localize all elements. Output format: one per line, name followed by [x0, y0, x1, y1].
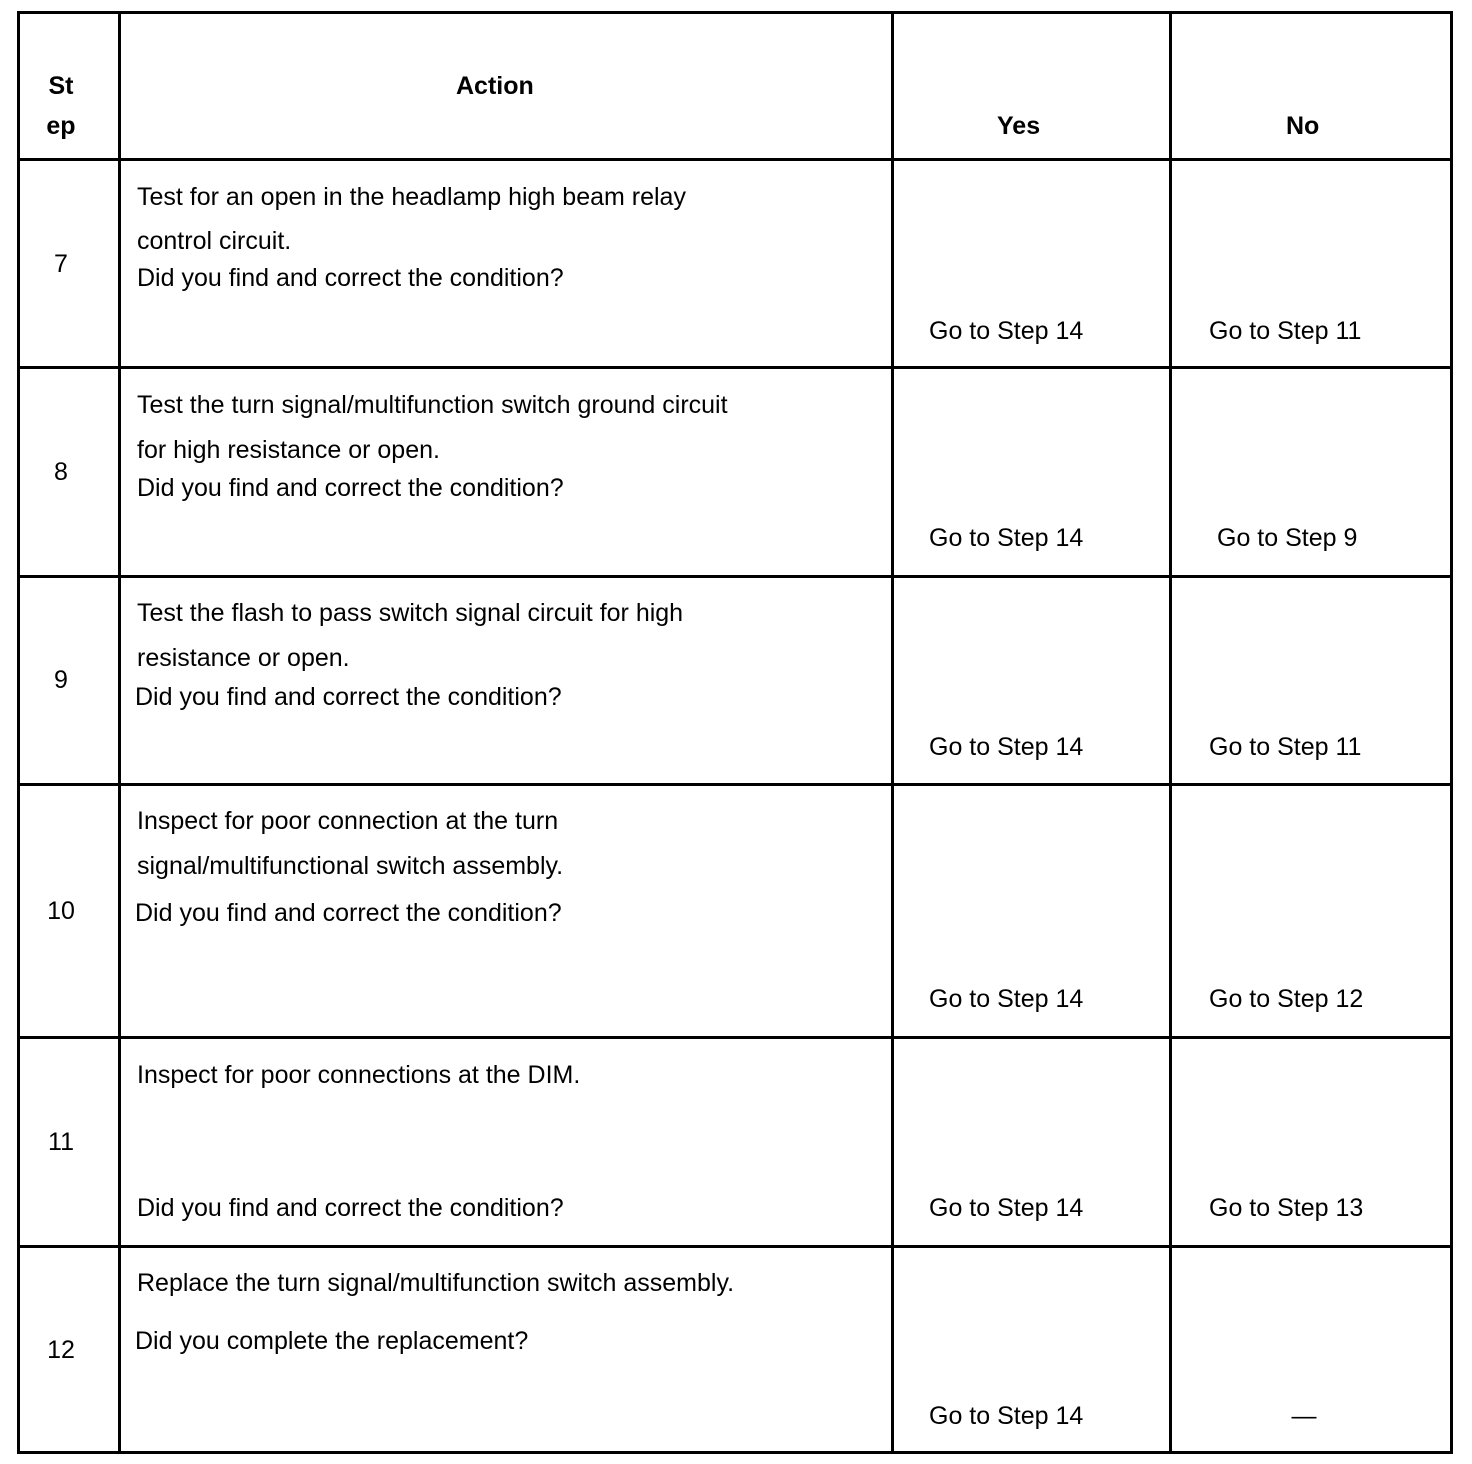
header-action: Action	[456, 72, 534, 100]
step-number: 12	[47, 1336, 75, 1364]
no-result: Go to Step 12	[1209, 985, 1364, 1013]
action-text: Did you find and correct the condition?	[135, 899, 562, 927]
header-step-line2: ep	[46, 112, 76, 140]
action-text: Replace the turn signal/multifunction switch assembly.	[137, 1269, 735, 1297]
no-result: Go to Step 11	[1209, 733, 1362, 761]
action-text: Test the turn signal/multifunction switch ground circuit	[137, 391, 728, 419]
no-result: —	[1291, 1402, 1317, 1430]
action-text: Inspect for poor connection at the turn	[137, 807, 559, 835]
yes-result: Go to Step 14	[929, 317, 1084, 345]
yes-result: Go to Step 14	[929, 985, 1084, 1013]
row-divider	[20, 366, 1450, 369]
column-divider	[891, 14, 894, 1451]
action-text: Did you find and correct the condition?	[137, 1194, 564, 1222]
column-divider	[118, 14, 121, 1451]
yes-result: Go to Step 14	[929, 524, 1084, 552]
action-text: Inspect for poor connections at the DIM.	[137, 1061, 581, 1089]
action-text: Test for an open in the headlamp high beam relay	[137, 183, 686, 211]
action-text: Did you complete the replacement?	[135, 1327, 529, 1355]
yes-result: Go to Step 14	[929, 1402, 1084, 1430]
row-divider	[20, 575, 1450, 578]
header-yes: Yes	[997, 112, 1041, 140]
action-text: for high resistance or open.	[137, 436, 440, 464]
row-divider	[20, 1036, 1450, 1039]
row-divider	[20, 158, 1450, 161]
header-no: No	[1286, 112, 1320, 140]
no-result: Go to Step 11	[1209, 317, 1362, 345]
step-number: 8	[54, 458, 68, 486]
row-divider	[20, 1245, 1450, 1248]
action-text: Did you find and correct the condition?	[137, 474, 564, 502]
action-text: signal/multifunctional switch assembly.	[137, 852, 564, 880]
action-text: Did you find and correct the condition?	[135, 683, 562, 711]
column-divider	[1169, 14, 1172, 1451]
action-text: control circuit.	[137, 227, 292, 255]
yes-result: Go to Step 14	[929, 733, 1084, 761]
action-text: resistance or open.	[137, 644, 350, 672]
header-step-line1: St	[48, 72, 74, 100]
step-number: 10	[47, 897, 75, 925]
no-result: Go to Step 13	[1209, 1194, 1364, 1222]
action-text: Test the flash to pass switch signal circuit for high	[137, 599, 684, 627]
step-number: 7	[54, 250, 68, 278]
yes-result: Go to Step 14	[929, 1194, 1084, 1222]
row-divider	[20, 783, 1450, 786]
action-text: Did you find and correct the condition?	[137, 264, 564, 292]
step-number: 11	[48, 1128, 74, 1156]
no-result: Go to Step 9	[1217, 524, 1358, 552]
step-number: 9	[54, 666, 68, 694]
